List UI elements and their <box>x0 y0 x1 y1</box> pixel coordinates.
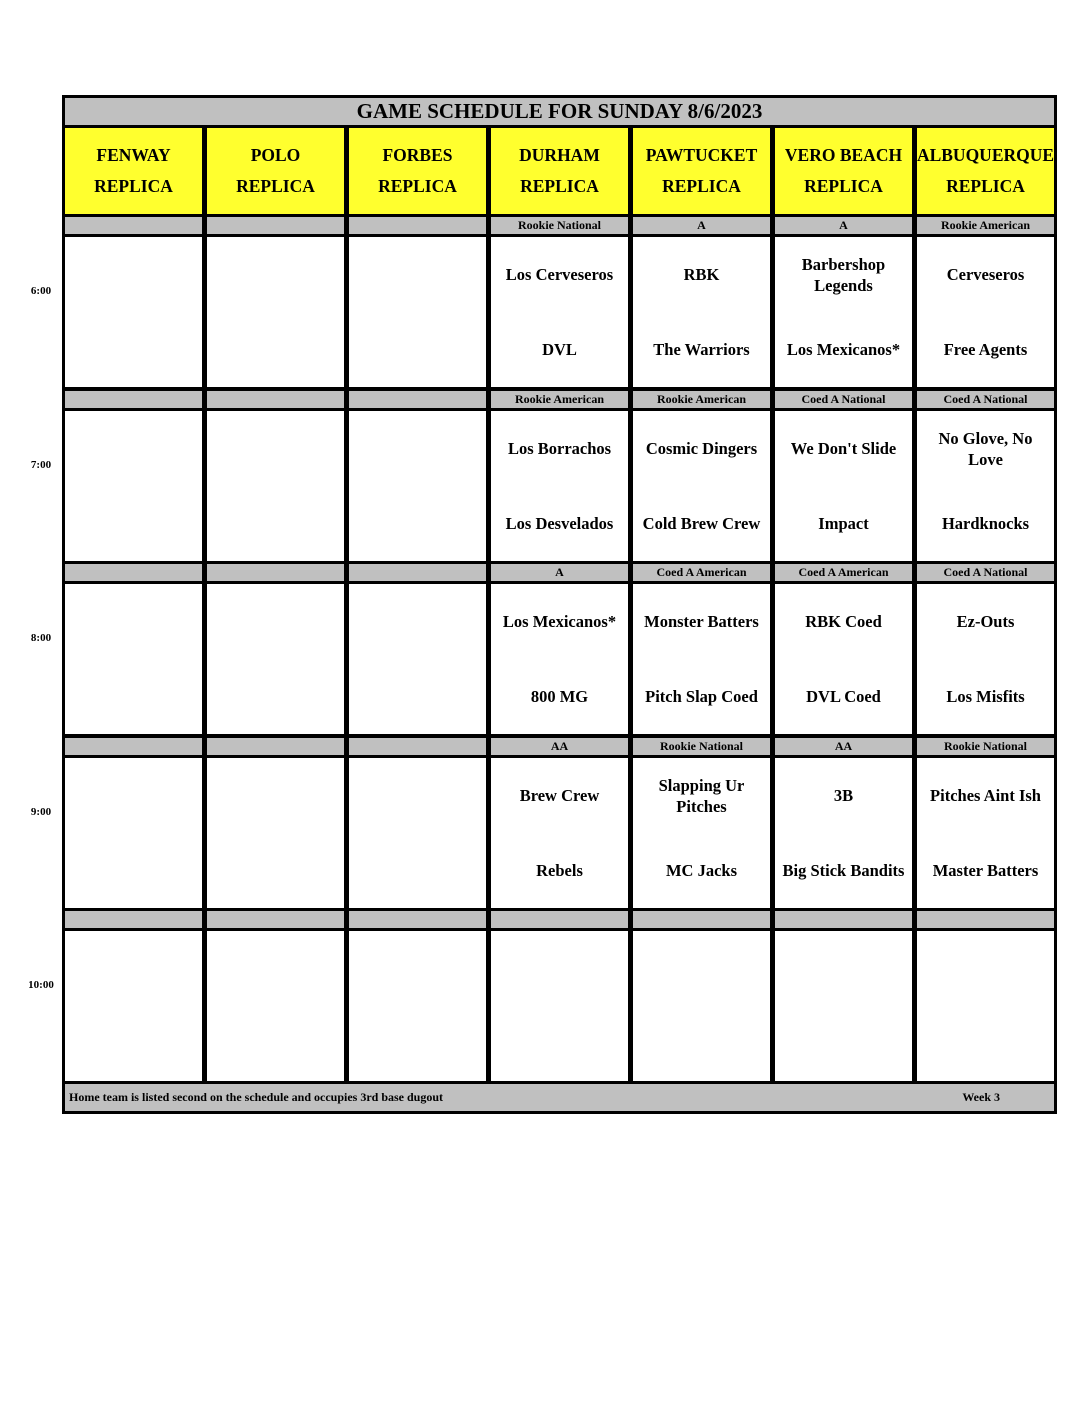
division-label: A <box>775 217 912 234</box>
division-label <box>65 217 202 234</box>
away-team: Ez-Outs <box>956 612 1015 631</box>
empty-game-cell <box>917 931 1054 1081</box>
footer-note: Home team is listed second on the schedule and occupies 3rd base dugout <box>69 1090 444 1104</box>
field-subtitle: REPLICA <box>662 176 741 197</box>
division-label <box>207 217 344 234</box>
home-team: 800 MG <box>530 687 589 706</box>
time-label: 7:00 <box>30 459 52 471</box>
away-team: Los Borrachos <box>507 439 612 458</box>
field-subtitle: REPLICA <box>946 176 1025 197</box>
away-team: Slapping Ur Pitches <box>658 775 745 816</box>
division-label: Rookie National <box>633 738 770 755</box>
division-label: Coed A American <box>775 564 912 581</box>
away-team: No Glove, No Love <box>938 428 1033 469</box>
empty-game-cell <box>775 931 912 1081</box>
division-label: AA <box>775 738 912 755</box>
game-cell <box>633 584 770 734</box>
empty-game-cell <box>65 584 202 734</box>
away-team: Barbershop Legends <box>801 254 886 295</box>
division-label <box>65 564 202 581</box>
field-name: FORBES <box>382 144 453 165</box>
empty-game-cell <box>633 931 770 1081</box>
division-label: Coed A American <box>633 564 770 581</box>
home-team: Cold Brew Crew <box>642 514 761 533</box>
empty-game-cell <box>349 411 486 561</box>
away-team: Cosmic Dingers <box>645 439 758 458</box>
home-team: MC Jacks <box>665 861 738 880</box>
game-cell <box>775 758 912 908</box>
away-team: Los Mexicanos* <box>502 612 617 631</box>
empty-game-cell <box>65 237 202 387</box>
division-label <box>207 564 344 581</box>
away-team: Pitches Aint Ish <box>930 786 1041 805</box>
game-cell <box>491 411 628 561</box>
field-header <box>917 128 1054 214</box>
game-cell <box>491 584 628 734</box>
field-name: DURHAM <box>519 144 600 165</box>
empty-game-cell <box>349 758 486 908</box>
division-label <box>775 911 912 928</box>
away-team: RBK Coed <box>805 612 882 631</box>
division-label: Rookie American <box>491 391 628 408</box>
game-cell <box>633 237 770 387</box>
game-cell <box>917 237 1054 387</box>
field-subtitle: REPLICA <box>94 176 173 197</box>
division-label: A <box>491 564 628 581</box>
division-label <box>65 391 202 408</box>
field-name: POLO <box>250 144 301 165</box>
game-cell <box>775 237 912 387</box>
field-header <box>207 128 344 214</box>
empty-game-cell <box>65 931 202 1081</box>
division-label: Rookie American <box>633 391 770 408</box>
away-team: Brew Crew <box>519 786 600 805</box>
home-team: Los Mexicanos* <box>786 340 901 359</box>
empty-game-cell <box>207 411 344 561</box>
division-label <box>917 911 1054 928</box>
home-team: Los Misfits <box>946 687 1025 706</box>
division-label <box>207 738 344 755</box>
away-team: RBK <box>683 265 720 284</box>
division-label <box>349 564 486 581</box>
away-team: Monster Batters <box>644 612 759 631</box>
time-label: 10:00 <box>28 979 54 991</box>
field-header <box>491 128 628 214</box>
away-team: 3B <box>833 786 854 805</box>
division-label <box>633 911 770 928</box>
division-label <box>65 738 202 755</box>
division-label: Coed A National <box>917 564 1054 581</box>
game-cell <box>917 584 1054 734</box>
division-label: Rookie National <box>917 738 1054 755</box>
empty-game-cell <box>491 931 628 1081</box>
game-cell <box>633 758 770 908</box>
home-team: The Warriors <box>653 340 750 359</box>
home-team: Free Agents <box>943 340 1028 359</box>
home-team: Rebels <box>536 861 583 880</box>
empty-game-cell <box>349 237 486 387</box>
home-team: Hardknocks <box>941 514 1030 533</box>
home-team: Impact <box>818 514 869 533</box>
division-label: Rookie National <box>491 217 628 234</box>
game-cell <box>491 758 628 908</box>
field-name: FENWAY <box>96 144 171 165</box>
division-label <box>491 911 628 928</box>
field-header <box>633 128 770 214</box>
division-label <box>349 738 486 755</box>
empty-game-cell <box>349 931 486 1081</box>
division-label: Rookie American <box>917 217 1054 234</box>
empty-game-cell <box>65 411 202 561</box>
schedule-table <box>62 95 1057 1114</box>
empty-game-cell <box>207 931 344 1081</box>
field-header <box>775 128 912 214</box>
home-team: DVL <box>542 340 577 359</box>
away-team: Los Cerveseros <box>505 265 614 284</box>
field-name: PAWTUCKET <box>645 144 758 165</box>
field-name: ALBUQUERQUE <box>916 144 1055 165</box>
division-label <box>207 391 344 408</box>
empty-game-cell <box>65 758 202 908</box>
time-label: 6:00 <box>30 285 52 297</box>
footer-bar <box>65 1084 1054 1111</box>
division-label <box>349 911 486 928</box>
game-cell <box>917 411 1054 561</box>
away-team: We Don't Slide <box>790 439 897 458</box>
division-label: Coed A National <box>775 391 912 408</box>
field-subtitle: REPLICA <box>378 176 457 197</box>
division-label <box>349 217 486 234</box>
game-cell <box>633 411 770 561</box>
division-label: AA <box>491 738 628 755</box>
field-header <box>65 128 202 214</box>
empty-game-cell <box>207 758 344 908</box>
game-cell <box>917 758 1054 908</box>
field-name: VERO BEACH <box>784 144 903 165</box>
time-label: 8:00 <box>30 632 52 644</box>
game-cell <box>775 411 912 561</box>
time-label: 9:00 <box>30 806 52 818</box>
field-header <box>349 128 486 214</box>
empty-game-cell <box>207 237 344 387</box>
home-team: Big Stick Bandits <box>782 861 905 880</box>
home-team: Pitch Slap Coed <box>645 687 758 706</box>
division-label: Coed A National <box>917 391 1054 408</box>
division-label <box>207 911 344 928</box>
division-label: A <box>633 217 770 234</box>
empty-game-cell <box>207 584 344 734</box>
division-label <box>349 391 486 408</box>
home-team: DVL Coed <box>806 687 881 706</box>
schedule-title: GAME SCHEDULE FOR SUNDAY 8/6/2023 <box>65 98 1054 125</box>
home-team: Los Desvelados <box>505 514 614 533</box>
away-team: Cerveseros <box>946 265 1025 284</box>
division-label <box>65 911 202 928</box>
field-subtitle: REPLICA <box>236 176 315 197</box>
game-cell <box>775 584 912 734</box>
empty-game-cell <box>349 584 486 734</box>
field-subtitle: REPLICA <box>520 176 599 197</box>
home-team: Master Batters <box>932 861 1039 880</box>
field-subtitle: REPLICA <box>804 176 883 197</box>
week-label: Week 3 <box>962 1090 1000 1104</box>
game-cell <box>491 237 628 387</box>
